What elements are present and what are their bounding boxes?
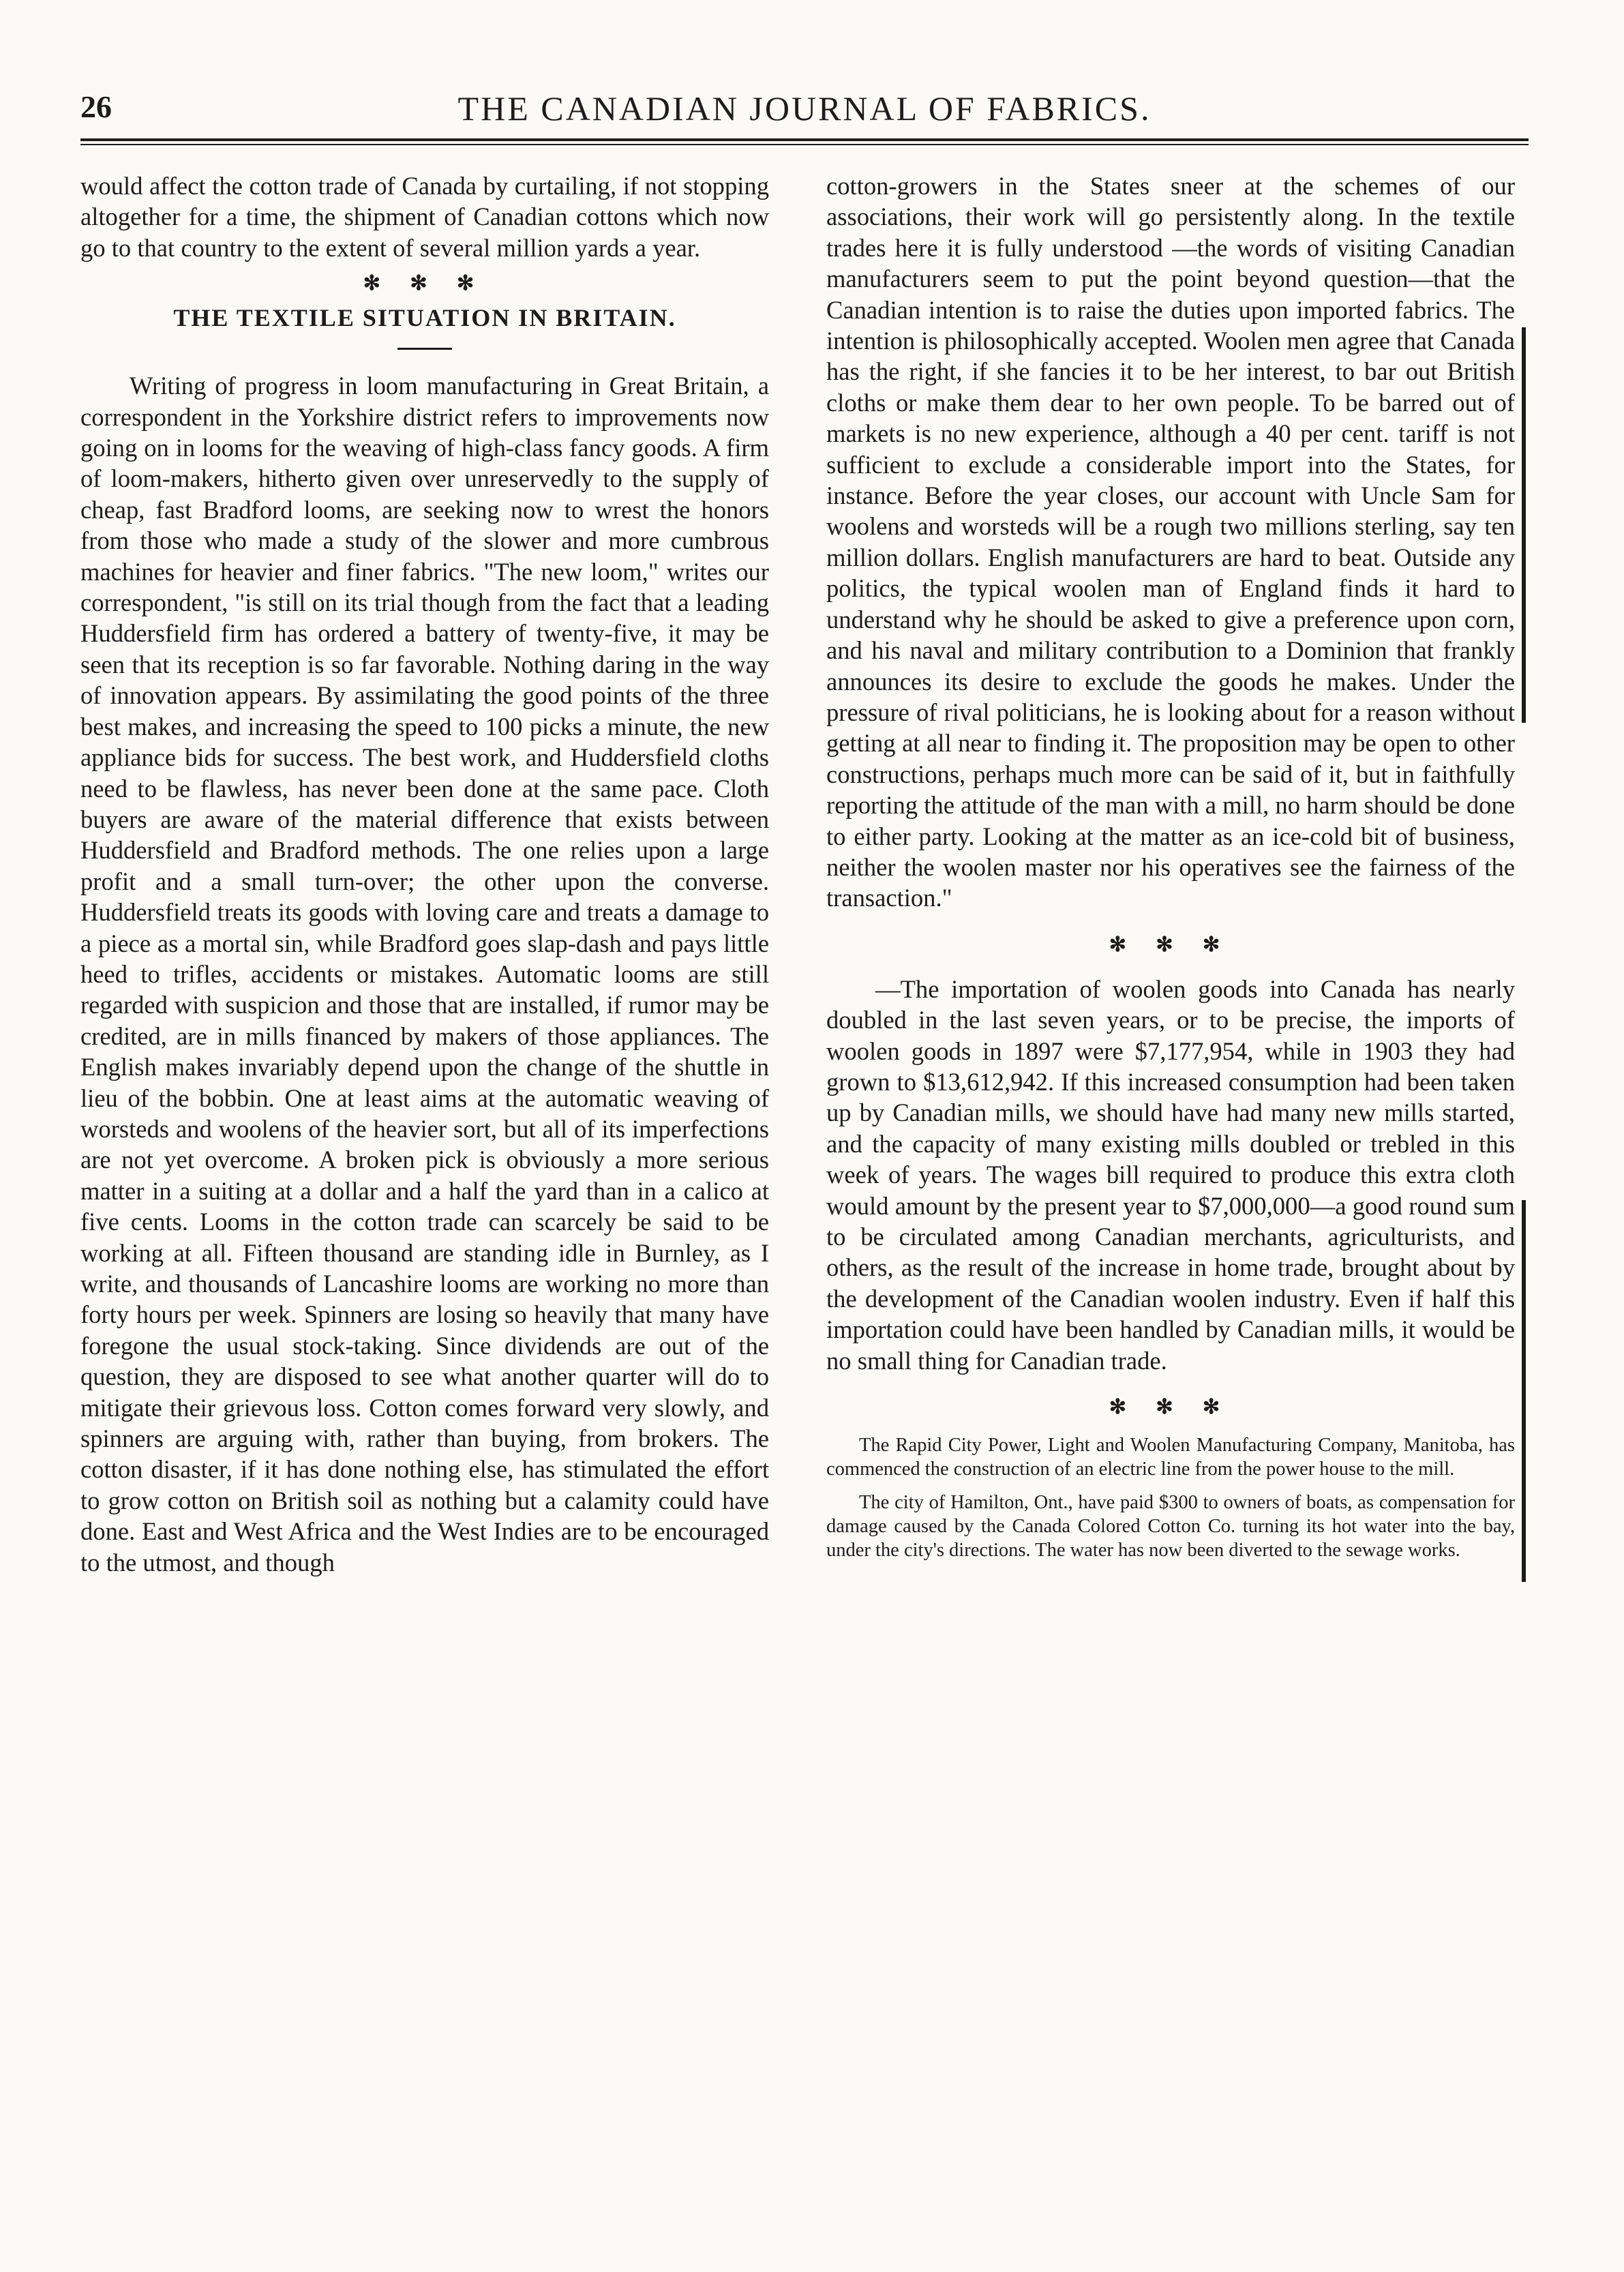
continued-article-text: cotton-growers in the States sneer at the schemes of our associations, their work will go persistently along. In the textile trades here it is fully understood —the words of visiting Canadian manufacturers seem to put the point beyond question—that the Canadian intention is to raise the duties upon imported fabrics. The intention is philosophically accepted. Woolen men agree that Canada has the right, if she fancies it to be her interest, to bar out British cloths or make them dear to her own people. To be barred out of markets is no new experience, although a 40 per cent. tariff is not sufficient to exclude a considerable import into the States, for instance. Before the year closes, our account with Uncle Sam for woolens and worsteds will be a rough two millions sterling, say ten million dollars. English manufacturers are hard to beat. Outside any politics, the typical woolen man of England finds it hard to understand why he should be asked to give a preference upon corn, and his naval and military contribution to a Dominion that frankly announces its desire to exclude the goods he makes. Under the pressure of rival politicians, he is looking about for a reason without getting at all near to finding it. The proposition may be open to other constructions, perhaps much more can be said of it, but in faithfully reporting the attitude of the man with a mill, no harm should be done to either party. Looking at the matter as an ice-cold bit of business, neither the woolen master nor his operatives see the fairness of the transaction." bbox=[826, 172, 1515, 912]
page-number: 26 bbox=[80, 89, 112, 124]
brief-rapid-city: The Rapid City Power, Light and Woolen Manufacturing Company, Manitoba, has commenced the construction of an electric line from the power house to the mill. bbox=[826, 1435, 1515, 1480]
title-rule bbox=[397, 348, 452, 350]
margin-bar bbox=[1522, 1200, 1526, 1582]
section-ornament: ✻ ✻ ✻ bbox=[1109, 933, 1233, 956]
page-header bbox=[80, 89, 1529, 136]
left-column bbox=[80, 170, 769, 1578]
section-title: THE TEXTILE SITUATION IN BRITAIN. bbox=[173, 304, 676, 332]
journal-title: THE CANADIAN JOURNAL OF FABRICS. bbox=[457, 89, 1152, 128]
woolen-imports-paragraph: —The importation of woolen goods into Canada has nearly doubled in the last seven years, or to be precise, the imports of woolen goods in 1897 were $7,177,954, while in 1903 they had grown to $13,612,942. If this increased consumption had been taken up by Canadian mills, we should have had many new mills started, and the capacity of many existing mills doubled or trebled in this week of years. The wages bill required to produce this extra cloth would amount by the present year to $7,000,000—a good round sum to be circulated among Canadian merchants, agriculturists, and others, as the result of the increase in home trade, brought about by the development of the Canadian woolen industry. Even if half this importation could have been handled by Canadian mills, it would be no small thing for Canadian trade. bbox=[826, 974, 1515, 1375]
section-ornament: ✻ ✻ ✻ bbox=[1109, 1396, 1233, 1419]
continued-text: would affect the cotton trade of Canada by curtailing, if not stopping altogether for a time, the shipment of Canadian cottons which now go to that country to the extent of several million yards a year. bbox=[80, 172, 769, 262]
margin-bar bbox=[1522, 327, 1526, 723]
article-body: Writing of progress in loom manufacturing in Great Britain, a correspondent in the Yorkshire district refers to improvements now going on in looms for the weaving of high-class fancy goods. A firm of loom-makers, hitherto given over unreservedly to the supply of cheap, fast Bradford looms, are seeking now to wrest the honors from those who made a study of the slower and more cumbrous machines for heavier and finer fabrics. "The new loom," writes our correspondent, "is still on its trial though from the fact that a leading Huddersfield firm has ordered a battery of twenty-five, it may be seen that its reception is so far favorable. Nothing daring in the way of innovation appears. By assimilating the good points of the three best makes, and increasing the speed to 100 picks a minute, the new appliance bids for success. The best work, and Huddersfield cloths need to be flawless, has never been done at the same pace. Cloth buyers are aware of the material difference that exists between Huddersfield and Bradford methods. The one relies upon a large profit and a small turn-over; the other upon the converse. Huddersfield treats its goods with loving care and treats a damage to a piece as a mortal sin, while Bradford goes slap-dash and pays little heed to trifles, accidents or mistakes. Automatic looms are still regarded with suspicion and those that are installed, if rumor may be credited, are in mills financed by makers of those appliances. The English makes invariably depend upon the change of the shuttle in lieu of the bobbin. One at least aims at the automatic weaving of worsteds and woolens of the heavier sort, but all of its imperfections are not yet overcome. A broken pick is obviously a more serious matter in a suiting at a dollar and a half the yard than in a calico at five cents. Looms in the cotton trade can scarcely be said to be working at all. Fifteen thousand are standing idle in Burnley, as I write, and thousands of Lancashire looms are working no more than forty hours per week. Spinners are losing so heavily that many have foregone the usual stock-taking. Since dividends are out of the question, they are disposed to see what another quarter will do to mitigate their grievous loss. Cotton comes forward very slowly, and spinners are arguing with, rather than buying, from brokers. The cotton disaster, if it has done nothing else, has stimulated the effort to grow cotton on British soil as nothing but a calamity could have done. East and West Africa and the West Indies are to be encouraged to the utmost, and though bbox=[80, 372, 769, 1576]
section-ornament: ✻ ✻ ✻ bbox=[363, 272, 487, 295]
header-rule-thin bbox=[80, 144, 1529, 145]
news-briefs bbox=[826, 1433, 1515, 1562]
header-rule bbox=[80, 138, 1529, 141]
brief-hamilton: The city of Hamilton, Ont., have paid $300 to owners of boats, as compensation for damage caused by the Canada Colored Cotton Co. turning its hot water into the bay, under the city's directions. The water has now been diverted to the sewage works. bbox=[826, 1492, 1515, 1561]
right-column bbox=[826, 170, 1515, 1572]
